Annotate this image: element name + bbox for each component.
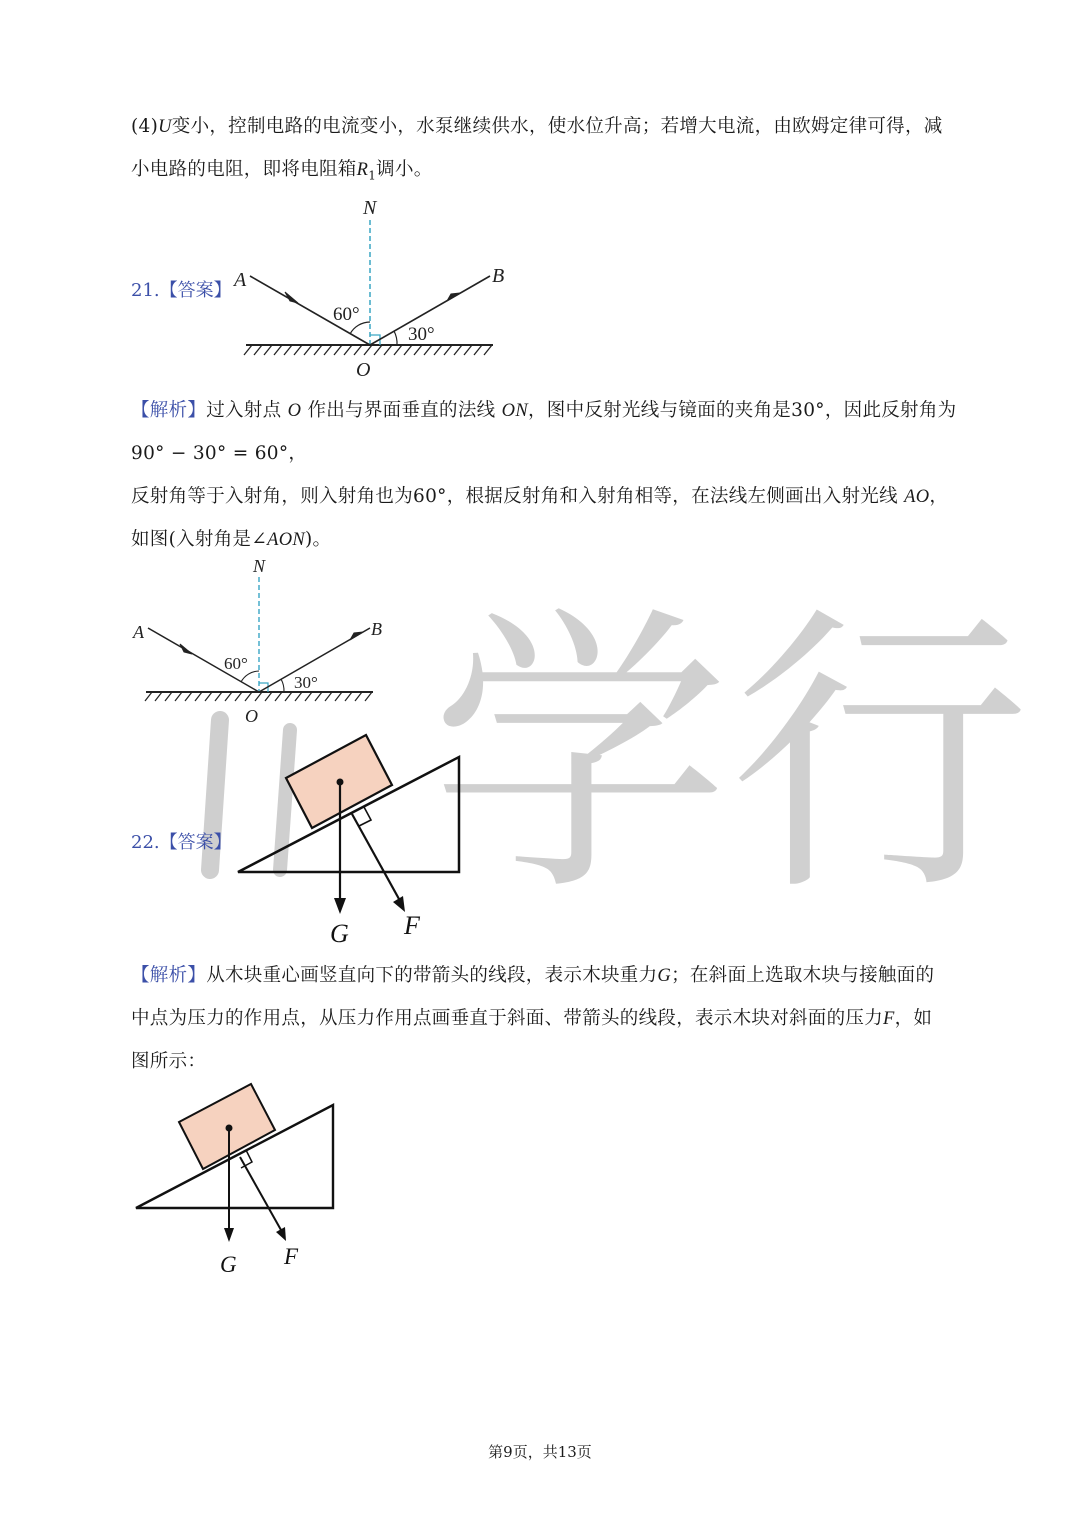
q22-analysis-figure xyxy=(133,1080,353,1280)
label-O: O xyxy=(356,359,371,381)
text: ， xyxy=(929,486,949,507)
label-30: 30° xyxy=(408,324,435,345)
q21-analysis-line4 xyxy=(131,525,331,551)
label-F: F xyxy=(404,911,420,940)
gravity-arrowhead xyxy=(224,1228,234,1242)
label-30: 30° xyxy=(294,673,318,692)
reflected-arrowhead xyxy=(350,632,363,640)
q22-analysis-line2 xyxy=(131,1004,932,1030)
gravity-arrowhead xyxy=(334,898,346,914)
angle-AON: ∠AON xyxy=(251,530,306,550)
label-A: A xyxy=(133,622,144,642)
q22-answer-figure xyxy=(234,728,474,948)
var-ON: ON xyxy=(501,401,528,421)
var-O: O xyxy=(287,401,302,421)
text: )。 xyxy=(305,529,332,550)
q21-analysis-line1 xyxy=(131,396,956,422)
mirror-angle-arc xyxy=(394,331,397,345)
label-F: F xyxy=(284,1244,299,1269)
label-N: N xyxy=(253,556,266,576)
analysis-tag: 【解析】 xyxy=(131,965,207,986)
label-G: G xyxy=(330,919,349,948)
q21-analysis-line3 xyxy=(131,482,948,508)
text: 反射角等于入射角，则入射角也为60°，根据反射角和入射角相等，在法线左侧画出入射光线 xyxy=(131,486,898,507)
pressure-arrowhead xyxy=(393,896,405,912)
right-angle-mark xyxy=(359,807,371,826)
reflected-arrowhead xyxy=(447,293,460,301)
var-AO: AO xyxy=(904,487,930,507)
q21-answer-label: 21.【答案】 xyxy=(131,280,232,301)
var-R-sub: 1 xyxy=(368,168,377,183)
text: 过入射点 xyxy=(206,400,282,421)
label-G: G xyxy=(220,1252,237,1277)
part4-prefix: (4) xyxy=(131,116,159,137)
pressure-arrow xyxy=(240,1157,281,1230)
text: 如图(入射角是 xyxy=(131,529,252,550)
q22-analysis-line1 xyxy=(131,961,934,987)
q21-answer-figure xyxy=(230,190,530,380)
var-R: R xyxy=(356,160,369,180)
q22-answer-label: 22.【答案】 xyxy=(131,832,232,853)
label-N: N xyxy=(363,197,377,219)
part4-text1: 变小，控制电路的电流变小，水泵继续供水，使水位升高；若增大电流，由欧姆定律可得，减 xyxy=(171,116,943,137)
mirror-hatching xyxy=(145,692,372,701)
part4-line2 xyxy=(131,155,433,183)
q21-analysis-line2: 90° − 30° = 60°， xyxy=(131,443,308,464)
page-footer: 第9页，共13页 xyxy=(488,1443,592,1461)
pressure-arrow xyxy=(352,814,399,899)
label-B: B xyxy=(371,619,382,639)
q21-analysis-figure xyxy=(128,555,388,725)
part4-text2b: 调小。 xyxy=(376,159,433,180)
incident-arrowhead xyxy=(180,644,192,654)
mirror-hatching xyxy=(244,345,492,355)
text: ，如 xyxy=(894,1008,933,1029)
label-O: O xyxy=(245,706,258,726)
part4-text2a: 小电路的电阻，即将电阻箱 xyxy=(131,159,357,180)
watermark-text: 学行 xyxy=(430,582,1030,931)
var-U: U xyxy=(158,117,172,137)
text: 中点为压力的作用点，从压力作用点画垂直于斜面、带箭头的线段，表示木块对斜面的压力 xyxy=(131,1008,884,1029)
label-60: 60° xyxy=(224,654,248,673)
text: 从木块重心画竖直向下的带箭头的线段，表示木块重力 xyxy=(206,965,658,986)
label-60: 60° xyxy=(333,304,360,325)
var-F: F xyxy=(883,1009,895,1029)
mirror-angle-arc xyxy=(281,679,284,692)
text: 作出与界面垂直的法线 xyxy=(307,400,496,421)
label-A: A xyxy=(234,269,247,291)
label-B: B xyxy=(492,265,505,287)
var-G: G xyxy=(657,966,672,986)
q22-analysis-line3: 图所示： xyxy=(131,1051,207,1072)
analysis-tag: 【解析】 xyxy=(131,400,207,421)
text: ，图中反射光线与镜面的夹角是30°，因此反射角为 xyxy=(527,400,957,421)
part4-line1 xyxy=(131,112,943,138)
text: ；在斜面上选取木块与接触面的 xyxy=(671,965,935,986)
